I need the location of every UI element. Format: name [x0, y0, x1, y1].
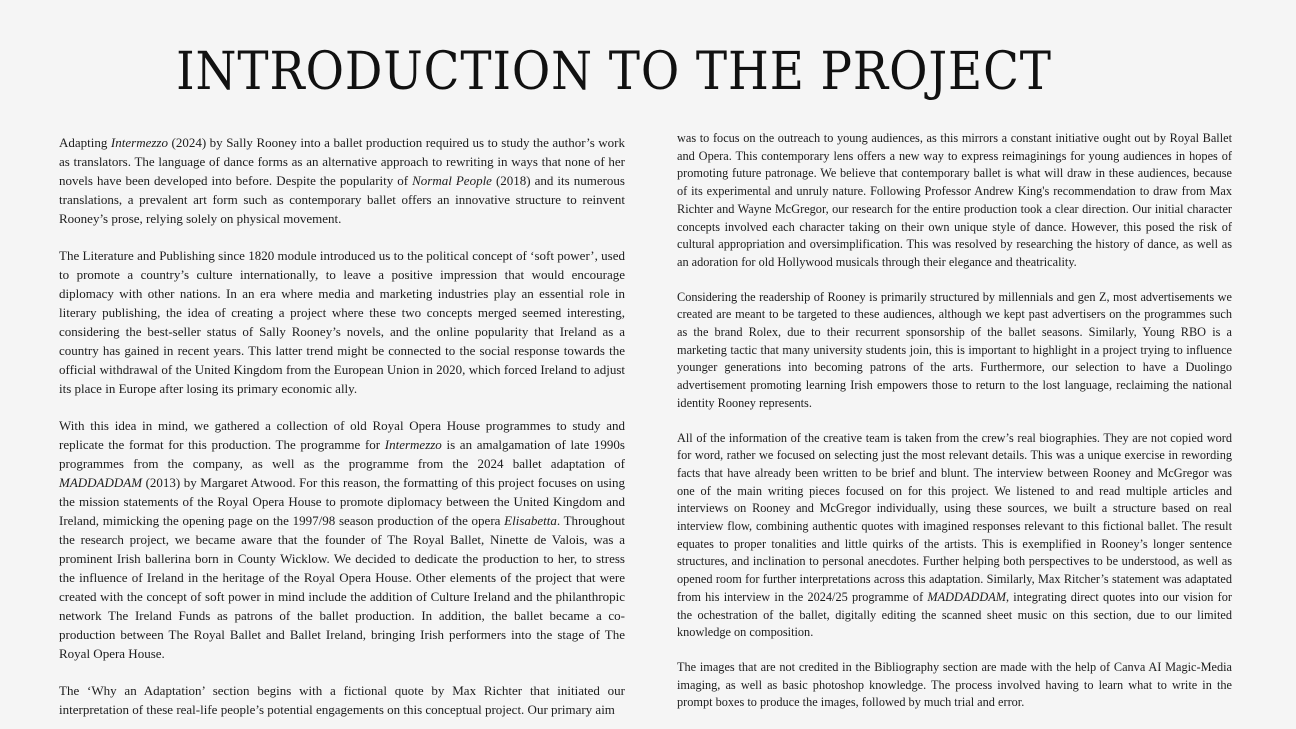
book-title-maddaddam: MADDADDAM: [59, 475, 143, 490]
text-run: All of the information of the creative team is taken from the crew’s real biographies. They are not copied word for word, rather we focused on selecting just the most relevant details. This was a unique exercise in rewording facts that have already been written to be brief and blunt. The interview between Rooney and McGregor was one of the main writing pieces focused on for this project. We listened to and read multiple articles and interviews on Rooney and McGregor individually, using these sources, we built a structure based on real interview flow, combining authentic quotes with imagined responses relevant to this fictional ballet. The result equates to proper tonalities and little quirks of the artists. This is exemplified in Rooney’s longer sentence structures, and inclination to personal anecdotes. Further helping both perspectives to be understood, as well as opened room for further interpretations across this adaptation. Similarly, Max Ritcher’s statement was adaptated from his interview in the 2024/25 programme of: [677, 430, 1232, 604]
page-title: INTRODUCTION TO THE PROJECT: [176, 42, 1052, 102]
book-title-intermezzo: Intermezzo: [384, 437, 442, 452]
text-run: (2013) by Margaret Atwood. For this reason, the formatting of this project focuses on using the mission statements of the Royal Opera House to promote diplomacy between the United Kingdom and Ireland, mimicking the opening page on the 1997/98 season production of the opera: [59, 475, 625, 528]
right-paragraph-1: was to focus on the outreach to young audiences, as this mirrors a constant initiative ought out by Royal Ballet and Opera. This contemporary lens offers a new way to express reimaginings for young audiences in hopes of promoting future patronage. We believe that contemporary ballet is what will draw in these audiences, because of its experimental and unruly nature. Following Professor Andrew King's recommendation to draw from Max Richter and Wayne McGregor, our research for the entire production took a clear direction. Our initial character concepts involved each character taking on their own unique style of dance. However, this posed the risk of cultural appropriation and oversimplification. This was resolved by researching the history of dance, as well as an adoration for old Hollywood musicals through their elegance and theatricality.: [677, 131, 1232, 269]
left-paragraph-4: The ‘Why an Adaptation’ section begins with a fictional quote by Max Richter that initiated our interpretation of these real-life people’s potential engagements on this conceptual project. Our primary aim: [59, 683, 625, 717]
book-title-maddaddam: MADDADDAM: [927, 589, 1006, 604]
book-title-normal-people: Normal People: [412, 173, 492, 188]
text-run: . Throughout the research project, we became aware that the founder of The Royal Ballet, Ninette de Valois, was a prominent Irish ballerina born in County Wicklow. We decided to dedicate the production to her, to stress the influence of Ireland in the heritage of the Royal Opera House. Other elements of the project that were created with the concept of soft power in mind include the addition of Culture Ireland and the philanthropic network The Ireland Funds as patrons of the ballet production. In addition, the ballet became a co-production between The Royal Ballet and Ballet Ireland, bringing Irish performers into the stage of The Royal Opera House.: [59, 513, 625, 661]
left-paragraph-2: The Literature and Publishing since 1820 module introduced us to the political concept of ‘soft power’, used to promote a country’s culture internationally, to leave a positive impression that would encourage diplomacy with other nations. In an era where media and marketing industries play an essential role in literary publishing, the idea of creating a project where these two concepts merged seemed interesting, considering the best-seller status of Sally Rooney’s novels, and the online popularity that Ireland as a country has gained in recent years. This latter trend might be connected to the social response towards the official withdrawal of the United Kingdom from the European Union in 2020, which forced Ireland to adjust its place in Europe after losing its primary economic ally.: [59, 248, 625, 396]
text-run: With this idea in mind, we gathered a collection of old Royal Opera House programmes to study and replicate the format for this production. The programme for: [59, 418, 625, 452]
text-run: is an amalgamation of late 1990s programmes from the company, as well as the programme from the 2024 ballet adaptation of: [59, 437, 625, 471]
book-title-intermezzo: Intermezzo: [110, 135, 168, 150]
text-run: (2018) and its numerous translations, a prevalent art form such as contemporary ballet offers an innovative structure to reinvent Rooney’s prose, relying solely on physical movement.: [59, 173, 625, 226]
left-paragraph-1: [59, 133, 625, 228]
right-paragraph-4: The images that are not credited in the Bibliography section are made with the help of Canva AI Magic-Media imaging, as well as basic photoshop knowledge. The process involved having to learn what to write in the prompt boxes to produce the images, followed by much trial and error.: [677, 659, 1232, 710]
text-run: Adapting: [59, 135, 111, 150]
right-column: [677, 130, 1232, 712]
text-run: , integrating direct quotes into our vision for the ochestration of the ballet, digitally editing the scanned sheet music on this section, due to our limited knowledge on composition.: [677, 589, 1232, 640]
left-column: [59, 133, 625, 719]
right-paragraph-3: [677, 430, 1232, 642]
left-paragraph-3: [59, 416, 625, 663]
right-paragraph-2: Considering the readership of Rooney is primarily structured by millennials and gen Z, most advertisements we created are meant to be targeted to these audiences, although we kept past advertisers on the programmes such as the brand Rolex, due to their recurrent sponsorship of the ballet seasons. Similarly, Young RBO is a marketing tactic that many university students join, this is important to highlight in a project trying to influence younger generations into becoming patrons of the arts. Furthermore, our selection to have a Duolingo advertisement promoting learning Irish empowers those to return to the lost language, reclaiming the national identity Rooney represents.: [677, 289, 1232, 410]
text-run: (2024) by Sally Rooney into a ballet production required us to study the author’s work as translators. The language of dance forms as an alternative approach to rewriting in ways that none of her novels have been developed into before. Despite the popularity of: [59, 135, 625, 188]
opera-title-elisabetta: Elisabetta: [504, 513, 557, 528]
